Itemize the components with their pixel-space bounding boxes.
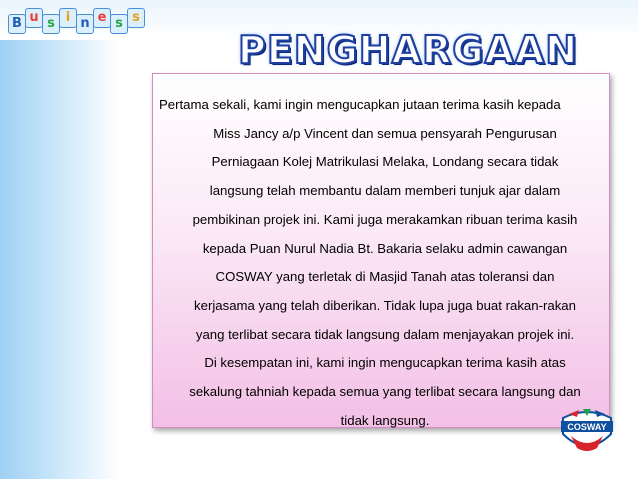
paragraph-line: kerjasama yang telah diberikan. Tidak lupa juga buat rakan-rakan [194,297,576,313]
paragraph-line: Perniagaan Kolej Matrikulasi Melaka, Londang secara tidak [211,154,559,170]
logo-tile: i [59,8,77,28]
paragraph-line: langsung telah membantu dalam memberi tunjuk ajar dalam [209,183,561,199]
logo-tile: e [93,8,111,28]
logo-tile: n [76,14,94,34]
slide-title: PENGHARGAAN [238,28,579,72]
logo-tile: B [8,14,26,34]
left-gradient-background [0,0,120,479]
cosway-logo [557,404,617,458]
cosway-logo-text: COSWAY [567,422,607,432]
paragraph-line: Di kesempatan ini, kami ingin mengucapkan terima kasih atas [204,355,566,371]
paragraph-line: tidak langsung. [340,412,430,428]
paragraph-line: sekalung tahniah kepada semua yang terlibat secara langsung dan [189,384,581,400]
acknowledgement-text [160,91,610,435]
paragraph-line: pembikinan projek ini. Kami juga merakamkan ribuan terima kasih [192,211,578,227]
logo-tile: u [25,8,43,28]
paragraph-line: kepada Puan Nurul Nadia Bt. Bakaria selaku admin cawangan [202,240,568,256]
logo-tile: s [110,14,128,34]
paragraph-line: yang terlibat secara tidak langsung dalam menjayakan projek ini. [195,326,575,342]
paragraph-line: Miss Jancy a/p Vincent dan semua pensyarah Pengurusan [213,125,557,141]
logo-tile: s [127,8,145,28]
paragraph-line: Pertama sekali, kami ingin mengucapkan jutaan terima kasih kepada [159,97,561,112]
logo-tile: s [42,14,60,34]
paragraph-line: COSWAY yang terletak di Masjid Tanah atas toleransi dan [215,269,555,285]
